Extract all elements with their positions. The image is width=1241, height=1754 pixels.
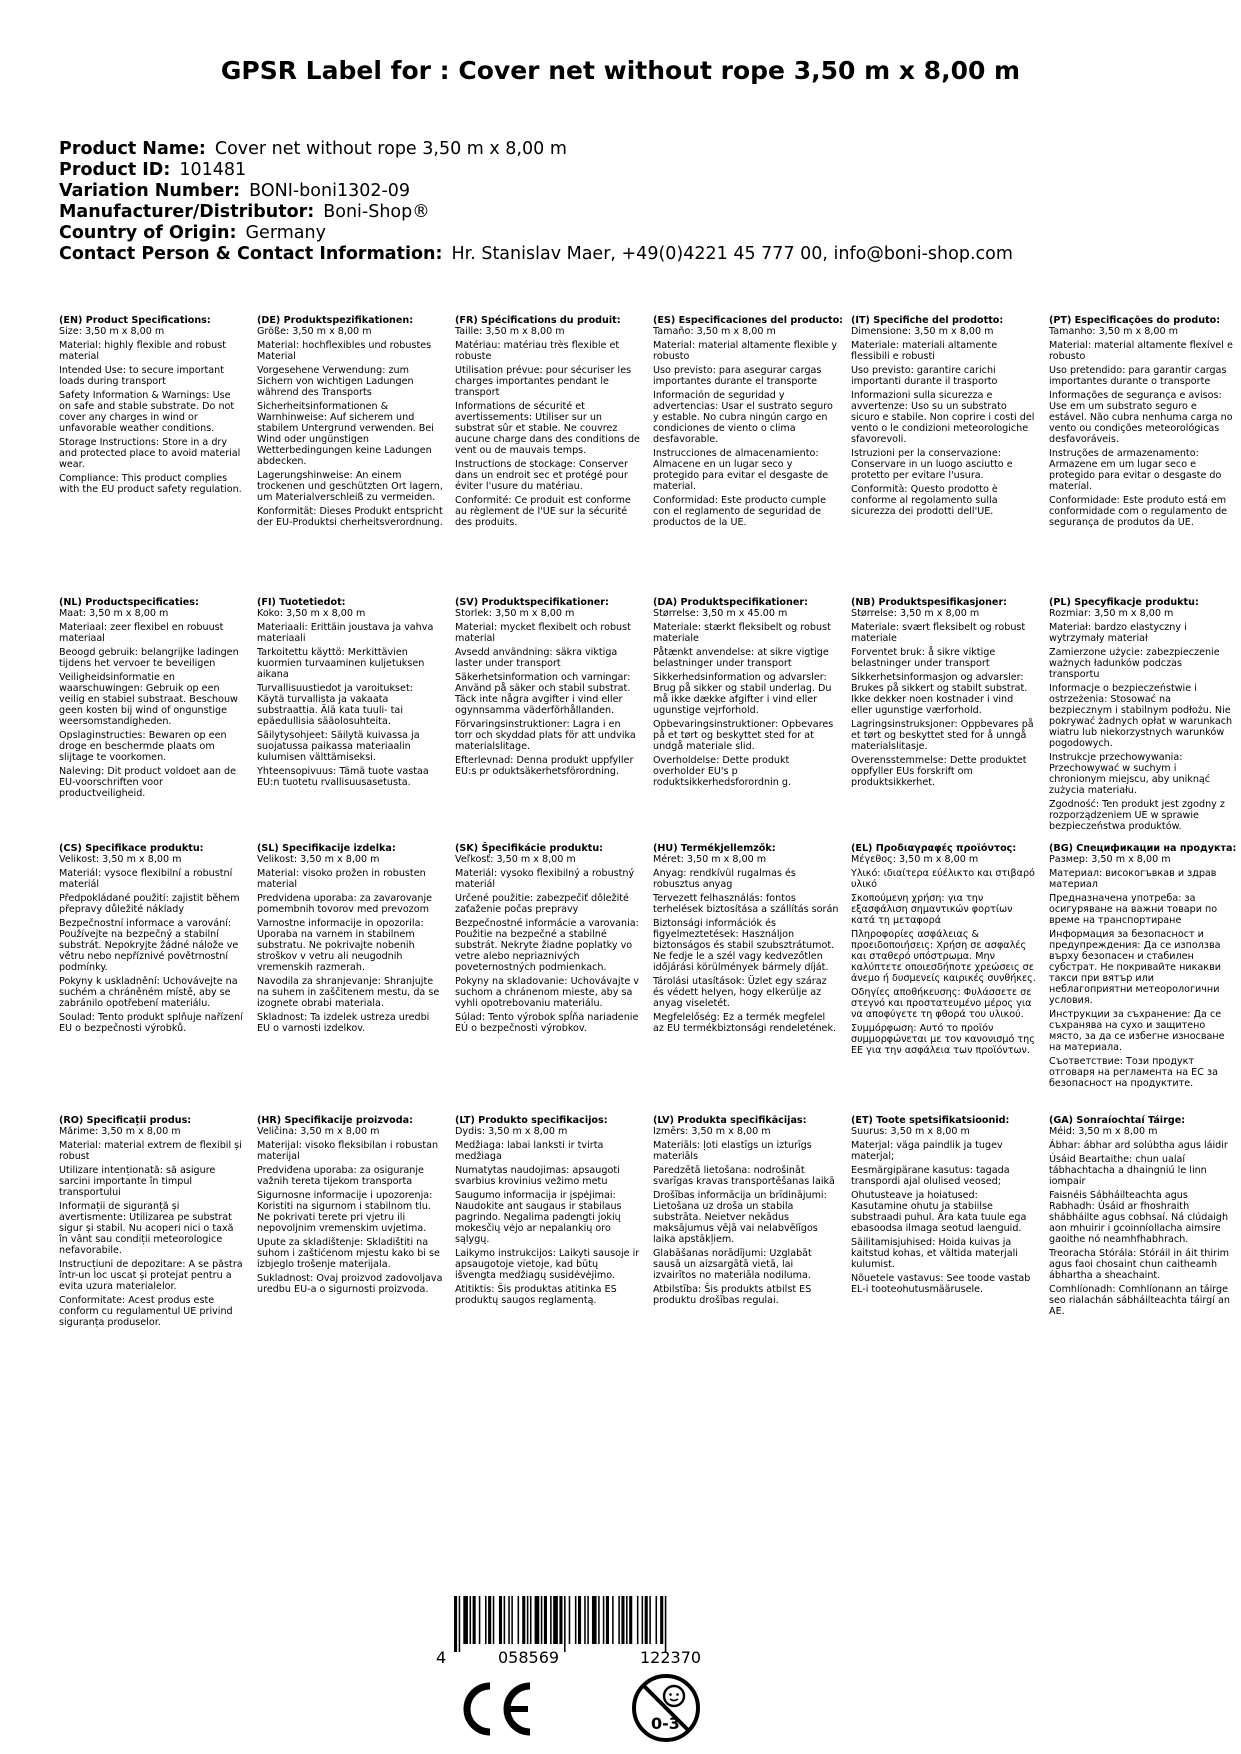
spec-line: Πληροφορίες ασφάλειας & προειδοποιήσεις: Χρήση σε ασφαλές και σταθερό υπόστρωμα. Μην καλύπτετε οποιεσδήποτε χρεώσεις σε άνεμο ή δυσμενείς καιρικές συνθήκες. [851,929,1036,984]
spec-row [59,1115,1241,1331]
spec-line: Material: material altamente flexible y robusto [653,340,838,362]
info-row-country-of-origin [59,223,1199,244]
spec-line: Informazioni sulla sicurezza e avvertenze: Uso su un substrato sicuro e stabile. Non coprire i costi del vento o le condizioni meteorologiche sfavorevoli. [851,390,1035,445]
spec-line: Predviđena uporaba: za osiguranje važnih tereta tijekom transporta [257,1165,424,1187]
spec-size: Maat: 3,50 m x 8,00 m [59,608,169,619]
barcode-bar [454,1596,457,1652]
spec-line: Efterlevnad: Denna produkt uppfyller EU:s pr oduktsäkerhetsförordning. [455,755,634,777]
barcode-bar [553,1596,558,1644]
spec-block [257,597,455,835]
spec-line: Materiál: vysoce flexibilní a robustní materiál [59,868,233,890]
spec-line: Utilisation prévue: pour sécuriser les charges importantes pendant le transport [455,365,632,398]
spec-heading: (LT) Produkto specifikacijos: [455,1115,608,1126]
spec-size: Koko: 3,50 m x 8,00 m [257,608,366,619]
spec-size: Velikost: 3,50 m x 8,00 m [257,854,380,865]
spec-line: Instruções de armazenamento: Armazene em um lugar seco e protegido para evitar o desgaste do material. [1049,448,1222,492]
info-row-manufacturer [59,202,1199,223]
spec-line: Conformitate: Acest produs este conform cu regulamentul UE privind siguranța produselor. [59,1295,233,1328]
spec-line: Ohutusteave ja hoiatused: Kasutamine ohutu ja stabiilse substraadi puhul. Ära kata tuule ega ebasoodsa ilmaga seotud laenguid. [851,1190,1027,1234]
spec-line: Υλικό: ιδιαίτερα εύέλικτο και στιβαρό υλικό [851,868,1035,890]
spec-line: Información de seguridad y advertencias: Usar el sustrato seguro y estable. No cubra ningún cargo en condiciones de viento o clima desfavorable. [653,390,833,445]
spec-line: Určené použitie: zabezpečiť dôležité zaťaženie počas prepravy [455,893,629,915]
barcode-bar [626,1596,628,1644]
spec-block [257,843,455,1092]
spec-line: Opslaginstructies: Bewaren op een droge en beschermde plaats om slijtage te voorkomen. [59,730,227,763]
spec-block [59,1115,257,1331]
spec-block [455,597,653,835]
barcode-bar [564,1596,566,1652]
spec-block [59,315,257,531]
spec-heading: (LV) Produkta specifikācijas: [653,1115,807,1126]
spec-heading: (EN) Product Specifications: [59,315,211,326]
barcode-bar [612,1596,614,1644]
barcode-bars-icon [436,1596,766,1652]
spec-line: Sikkerhetsinformasjon og advarsler: Brukes på sikkert og stabilt substrat. Ikke dekker noen kostnader i vind eller ugunstige værforhold. [851,672,1028,716]
spec-line: Material: visoko prožen in robusten material [257,868,426,890]
spec-line: Vorgesehene Verwendung: zum Sichern von wichtigen Ladungen während des Transports [257,365,414,398]
barcode-bar [603,1596,605,1644]
spec-block [1049,315,1241,531]
spec-line: Påtænkt anvendelse: at sikre vigtige belastninger under transport [653,647,829,669]
spec-line: Tervezett felhasználás: fontos terhelések biztosítása a szállítás során [653,893,839,915]
info-label: Contact Person & Contact Information: [59,244,443,264]
spec-line: Biztonsági információk és figyelmeztetések: Használjon biztonságos és stabil szubsztrátumot. Ne fedje le a szél vagy kedvezőtlen időjárási körülmények bármely díját. [653,918,835,973]
spec-heading: (ET) Toote spetsifikatsioonid: [851,1115,1010,1126]
age-label: 0-3 [651,1714,680,1733]
spec-size: Veličina: 3,50 m x 8,00 m [257,1126,380,1137]
spec-block [257,315,455,531]
spec-line: Eesmärgipärane kasutus: tagada transpordi ajal olulised veosed; [851,1165,1010,1187]
spec-size: Størrelse: 3,50 m x 8,00 m [851,608,980,619]
spec-block [653,843,851,1092]
spec-line: Информация за безопасност и предупреждения: Да се използва върху безопасен и стабилен субстрат. Не покривайте никакви такси при вятър или неблагоприятни метеорологични условия. [1049,929,1221,1006]
barcode-bar [473,1596,476,1644]
barcode-bar [511,1596,513,1644]
spec-size: Rozmiar: 3,50 m x 8,00 m [1049,608,1174,619]
spec-line: Conformidad: Este producto cumple con el reglamento de seguridad de productos de la UE. [653,495,826,528]
barcode-bar [488,1596,491,1644]
info-value: Hr. Stanislav Maer, +49(0)4221 45 777 00, info@boni-shop.com [451,244,1013,264]
spec-line: Lagerungshinweise: An einem trockenen und geschützten Ort lagern, um Materialverschleiß zu vermeiden. [257,470,443,503]
spec-line: Sikkerhedsinformation og advarsler: Brug på sikker og stabil underlag. Du må ikke dække afgifter i vind eller ugunstige vejrforhold. [653,672,832,716]
spec-block [653,315,851,531]
spec-line: Συμμόρφωση: Αυτό το προϊόν συμμορφώνεται με τον κανονισμό της ΕΕ για την ασφάλεια των προϊόντων. [851,1023,1035,1056]
spec-size: Tamanho: 3,50 m x 8,00 m [1049,326,1178,337]
barcode-bar [463,1596,468,1644]
spec-line: Upute za skladištenje: Skladištiti na suhom i zaštićenom mjestu kako bi se izbjeglo trošenje materijala. [257,1237,440,1270]
spec-line: Navodila za shranjevanje: Shranjujte na suhem in zaščitenem mestu, da se izognete obrabi materiala. [257,976,440,1009]
spec-size: Suurus: 3,50 m x 8,00 m [851,1126,970,1137]
barcode-bar [584,1596,586,1644]
barcode-bar [592,1596,597,1644]
spec-size: Storlek: 3,50 m x 8,00 m [455,608,575,619]
barcode-bar [479,1596,481,1644]
spec-block [653,597,851,835]
spec-line: Glabāšanas norādījumi: Uzglabāt sausā un aizsargātā vietā, lai izvairītos no materiāla nodiluma. [653,1248,812,1281]
spec-line: Forventet bruk: å sikre viktige belastninger under transport [851,647,996,669]
spec-heading: (RO) Specificații produs: [59,1115,192,1126]
spec-line: Medžiaga: labai lanksti ir tvirta medžiaga [455,1140,604,1162]
spec-line: Instrukcje przechowywania: Przechowywać w suchym i chronionym miejscu, aby uniknąć zużycia materiału. [1049,752,1211,796]
spec-line: Safety Information & Warnings: Use on safe and stable substrate. Do not cover any charges in wind or unfavorable weather conditions. [59,390,235,434]
spec-row [59,843,1241,1092]
barcode-bar [504,1596,506,1644]
spec-line: Informații de siguranță și avertismente: Utilizarea pe substrat sigur și stabil. Nu acoperi nici o taxă în vânt sau condiții meteorologice nefavorabile. [59,1201,234,1256]
spec-size: Méid: 3,50 m x 8,00 m [1049,1126,1158,1137]
barcode-bar [598,1596,600,1644]
barcode-bar [642,1596,644,1644]
spec-heading: (GA) Sonraíochtaí Táirge: [1049,1115,1186,1126]
spec-line: Materiał: bardzo elastyczny i wytrzymały materiał [1049,622,1187,644]
spec-line: Intended Use: to secure important loads during transport [59,365,225,387]
spec-line: Σκοπούμενη χρήση: για την εξασφάλιση σημαντικών φορτίων κατά τη μεταφορά [851,893,1013,926]
spec-line: Instructions de stockage: Conserver dans un endroit sec et protégé pour éviter l'usure du matériau. [455,459,628,492]
page-title: GPSR Label for : Cover net without rope 3,50 m x 8,00 m [220,56,1021,85]
spec-heading: (NB) Produktspesifikasjoner: [851,597,1008,608]
spec-heading: (IT) Specifiche del prodotto: [851,315,1004,326]
spec-line: Veiligheidsinformatie en waarschuwingen: Gebruik op een veilig en stabiel substraat. Beschouw geen kosten bij wind of ongunstige weersomstandigheden. [59,672,238,727]
spec-line: Predvidena uporaba: za zavarovanje pomembnih tovorov med prevozom [257,893,433,915]
spec-line: Säilytysohjeet: Säilytä kuivassa ja suojatussa paikassa materiaalin kulumisen välttämiseksi. [257,730,420,763]
spec-line: Säkerhetsinformation och varningar: Använd på säker och stabil substrat. Täck inte några avgifter i vind eller ogynnsamma väderförhållanden. [455,672,631,716]
spec-line: Material: material extrem de flexibil și robust [59,1140,242,1162]
spec-line: Naleving: Dit product voldoet aan de EU-voorschriften voor productveiligheid. [59,766,236,799]
spec-line: Material: material altamente flexível e robusto [1049,340,1233,362]
spec-block [1049,1115,1241,1331]
info-label: Manufacturer/Distributor: [59,202,315,222]
spec-line: Instrucciones de almacenamiento: Almacene en un lugar seco y protegido para evitar el desgaste de material. [653,448,829,492]
spec-block [455,843,653,1092]
spec-line: Drošības informācija un brīdinājumi: Lietošana uz droša un stabila substrāta. Neietver nekādus maksājumus vējā vai nelabvēlīgos laika apstākļiem. [653,1190,827,1245]
barcode-bar [470,1596,472,1644]
spec-line: Zgodność: Ten produkt jest zgodny z rozporządzeniem UE w sprawie bezpieczeństwa produktów. [1049,799,1225,832]
spec-line: Avsedd användning: säkra viktiga laster under transport [455,647,618,669]
spec-line: Atbilstība: Šis produkts atbilst ES produktu drošības regulai. [653,1284,812,1306]
spec-line: Informações de segurança e avisos: Use em um substrato seguro e estável. Não cubra nenhuma carga no vento ou condições meteorológicas desfavoráveis. [1049,390,1233,445]
spec-line: Numatytas naudojimas: apsaugoti svarbius krovinius vežimo metu [455,1165,620,1187]
spec-heading: (SK) Špecifikácie produktu: [455,843,604,854]
barcode-bar [637,1596,639,1644]
spec-size: Taille: 3,50 m x 8,00 m [455,326,565,337]
barcode-bar [459,1596,461,1652]
spec-line: Úsáid Beartaithe: chun ualaí tábhachtacha a dhaingniú le linn iompair [1049,1154,1207,1187]
barcode-right-digits: 122370 [640,1648,702,1667]
spec-line: Съответствие: Този продукт отговаря на регламента на ЕС за безопасност на продуктите. [1049,1056,1218,1089]
spec-line: Materiale: materiali altamente flessibili e robusti [851,340,998,362]
info-label: Country of Origin: [59,223,237,243]
spec-line: Material: highly flexible and robust material [59,340,227,362]
spec-line: Istruzioni per la conservazione: Conservare in un luogo asciutto e protetto per evitare l'usura. [851,448,1013,481]
spec-line: Treoracha Stórála: Stóráil in áit thirim agus faoi chosaint chun caitheamh ábhartha a sheachaint. [1049,1248,1229,1281]
spec-size: Dydis: 3,50 m x 8,00 m [455,1126,568,1137]
spec-line: Ábhar: ábhar ard solúbtha agus láidir [1049,1140,1228,1151]
spec-line: Uso pretendido: para garantir cargas importantes durante o transporte [1049,365,1227,387]
spec-line: Materjal: väga paindlik ja tugev materjal; [851,1140,1003,1162]
barcode-bar [587,1596,589,1644]
spec-heading: (PT) Especificações do produto: [1049,315,1221,326]
spec-heading: (HU) Termékjellemzők: [653,843,776,854]
spec-block [257,1115,455,1331]
barcode-bar [575,1596,577,1644]
barcode-bar [660,1596,663,1644]
spec-heading: (SV) Produktspecifikationer: [455,597,609,608]
barcode-bar [535,1596,540,1644]
spec-size: Izmērs: 3,50 m x 8,00 m [653,1126,771,1137]
spec-size: Μέγεθος: 3,50 m x 8,00 m [851,854,979,865]
spec-heading: (FI) Tuotetiedot: [257,597,346,608]
spec-line: Pokyny k uskladnění: Uchovávejte na suchém a chráněném místě, aby se zabránilo opotřebení materiálu. [59,976,238,1009]
spec-size: Dimensione: 3,50 m x 8,00 m [851,326,994,337]
info-label: Product ID: [59,160,171,180]
spec-line: Materijal: visoko fleksibilan i robustan materijal [257,1140,439,1162]
ce-mark-icon [456,1680,536,1738]
spec-line: Compliance: This product complies with the EU product safety regulation. [59,473,242,495]
barcode-bar [499,1596,502,1644]
spec-line: Beoogd gebruik: belangrijke ladingen tijdens het vervoer te beveiligen [59,647,239,669]
barcode-bar [649,1596,651,1644]
spec-row [59,597,1241,835]
product-info [59,139,1199,265]
barcode-bar [569,1596,571,1644]
spec-line: Faisnéis Sábháilteachta agus Rabhadh: Úsáid ar fhoshraith shábháilte agus cobhsaí. Ná clúdaigh aon mhuirir i gcoinníollacha aimsire gaoithe nó neamhfhabhrach. [1049,1190,1229,1245]
barcode-lead-digit: 4 [436,1648,447,1667]
spec-line: Materiāls: ļoti elastīgs un izturīgs materiāls [653,1140,812,1162]
barcode-bar [527,1596,529,1644]
barcode [436,1596,766,1668]
spec-block [455,315,653,531]
info-label: Variation Number: [59,181,241,201]
info-row-contact [59,244,1199,265]
spec-line: Bezpečnostní informace a varování: Používejte na bezpečný a stabilní substrát. Nepokryjte žádné nálože ve větru nebo nepříznivé povětrnostní podmínky. [59,918,239,973]
spec-line: Material: mycket flexibelt och robust material [455,622,631,644]
spec-line: Conformità: Questo prodotto è conforme al regolamento sulla sicurezza dei prodotti dell'UE. [851,484,998,517]
spec-line: Uso previsto: para asegurar cargas importantes durante el transporte [653,365,822,387]
info-value: 101481 [179,160,247,180]
spec-size: Størrelse: 3,50 m x 45.00 m [653,608,788,619]
spec-line: Megfelelőség: Ez a termék megfelel az EU termékbiztonsági rendeletének. [653,1012,837,1034]
spec-block [59,597,257,835]
barcode-bar [485,1596,487,1644]
spec-line: Anyag: rendkívül rugalmas és robusztus anyag [653,868,796,890]
spec-line: Zamierzone użycie: zabezpieczenie ważnych ładunków podczas transportu [1049,647,1220,680]
spec-line: Turvallisuustiedot ja varoitukset: Käytä turvallista ja vakaata substraattia. Älä kata tuuli- tai epäedullisia sääolosuhteita. [257,683,413,727]
spec-block [851,1115,1049,1331]
spec-line: Οδηγίες αποθήκευσης: Φυλάσσετε σε στεγνό και προστατευμένο μέρος για να αποφύγετε τη φθορά του υλικού. [851,987,1032,1020]
spec-line: Soulad: Tento produkt splňuje nařízení EU o bezpečnosti výrobků. [59,1012,243,1034]
not-suitable-0-3-icon [630,1672,702,1744]
barcode-bar [530,1596,532,1644]
spec-heading: (EL) Προδιαγραφές προϊόντος: [851,843,1017,854]
spec-heading: (SL) Specifikacije izdelka: [257,843,396,854]
spec-block [455,1115,653,1331]
spec-heading: (NL) Productspecificaties: [59,597,199,608]
spec-block [1049,597,1241,835]
spec-heading: (DE) Produktspezifikationen: [257,315,414,326]
info-value: BONI-boni1302-09 [249,181,411,201]
barcode-bar [544,1596,547,1644]
info-value: Germany [245,223,326,243]
spec-line: Storage Instructions: Store in a dry and protected place to avoid material wear. [59,437,241,470]
info-value: Cover net without rope 3,50 m x 8,00 m [214,139,567,159]
spec-line: Uso previsto: garantire carichi importanti durante il trasporto [851,365,998,387]
barcode-bar [518,1596,520,1644]
spec-block [851,843,1049,1092]
spec-line: Předpokládané použití: zajistit během přepravy důležité náklady [59,893,240,915]
barcode-bar [508,1596,510,1644]
spec-line: Konformität: Dieses Produkt entspricht der EU-Produktsi cherheitsverordnung. [257,506,443,528]
barcode-bar [606,1596,609,1644]
spec-heading: (FR) Spécifications du produit: [455,315,621,326]
spec-line: Material: hochflexibles und robustes Material [257,340,432,362]
spec-line: Materiale: stærkt fleksibelt og robust materiale [653,622,831,644]
spec-block [653,1115,851,1331]
info-row-variation-number [59,181,1199,202]
info-row-product-id [59,160,1199,181]
spec-size: Size: 3,50 m x 8,00 m [59,326,165,337]
spec-line: Tarkoitettu käyttö: Merkittävien kuormien turvaaminen kuljetuksen aikana [257,647,425,680]
barcode-bar [621,1596,624,1644]
spec-line: Varnostne informacije in opozorila: Uporaba na varnem in stabilnem substratu. Ne pokrivajte nobenih stroškov v vetru ali neugodnih vremenskih razmerah. [257,918,424,973]
spec-row [59,315,1241,531]
spec-block [59,843,257,1092]
spec-line: Tárolási utasítások: Üzlet egy száraz és védett helyen, hogy elkerülje az anyag viseletét. [653,976,827,1009]
spec-line: Utilizare intenționată: să asigure sarcini importante în timpul transportului [59,1165,216,1198]
barcode-bar [541,1596,543,1644]
spec-line: Overholdelse: Dette produkt overholder EU's p roduktsikkerhedsforordnin g. [653,755,792,788]
spec-size: Tamaño: 3,50 m x 8,00 m [653,326,776,337]
barcode-bar [550,1596,552,1644]
spec-line: Comhlíonadh: Comhlíonann an táirge seo rialachán sábháilteachta táirgí an AE. [1049,1284,1230,1317]
spec-size: Veľkosť: 3,50 m x 8,00 m [455,854,576,865]
spec-size: Velikost: 3,50 m x 8,00 m [59,854,182,865]
barcode-bar [578,1596,581,1644]
spec-line: Sicherheitsinformationen & Warnhinweise: Auf sicherem und stabilem Untergrund verwenden. Bei Wind oder ungünstigen Wetterbedingungen keine Ladungen abdecken. [257,401,434,467]
spec-line: Overensstemmelse: Dette produktet oppfyller EUs forskrift om produktsikkerhet. [851,755,1027,788]
spec-block [1049,843,1241,1092]
spec-block [851,597,1049,835]
spec-line: Opbevaringsinstruktioner: Opbevares på et tørt og beskyttet sted for at undgå materiale slid. [653,719,834,752]
barcode-left-digits: 058569 [498,1648,560,1667]
spec-line: Yhteensopivuus: Tämä tuote vastaa EU:n tuotetu rvallisuusasetusta. [257,766,429,788]
spec-line: Sigurnosne informacije i upozorenja: Koristiti na sigurnom i stabilnom tlu. Ne pokrivati terete pri vjetru ili nepovoljnim vremenskim uvjetima. [257,1190,433,1234]
spec-line: Nõuetele vastavus: See toode vastab EL-i tooteohutusmäärusele. [851,1273,1031,1295]
spec-block [851,315,1049,531]
spec-line: Saugumo informacija ir įspėjimai: Naudokite ant saugaus ir stabilaus pagrindo. Negalima padengti jokių mokesčių vėjo ar nepalankių oro sąlygų. [455,1190,622,1245]
barcode-bar [522,1596,525,1644]
spec-line: Súlad: Tento výrobok spĺňa nariadenie EÚ o bezpečnosti výrobkov. [455,1012,639,1034]
spec-heading: (DA) Produktspecifikationer: [653,597,808,608]
info-value: Boni-Shop® [323,202,430,222]
info-label: Product Name: [59,139,206,159]
spec-line: Förvaringsinstruktioner: Lagra i en torr och skyddad plats för att undvika materialslitage. [455,719,636,752]
spec-size: Méret: 3,50 m x 8,00 m [653,854,767,865]
spec-line: Conformité: Ce produit est conforme au règlement de l'UE sur la sécurité des produits. [455,495,631,528]
spec-line: Materiál: vysoko flexibilný a robustný materiál [455,868,635,890]
spec-line: Skladnost: Ta izdelek ustreza uredbi EU o varnosti izdelkov. [257,1012,430,1034]
spec-heading: (CS) Specifikace produktu: [59,843,204,854]
spec-line: Materiaali: Erittäin joustava ja vahva materiaali [257,622,434,644]
spec-line: Atitiktis: Šis produktas atitinka ES produktų saugos reglamentą. [455,1284,617,1306]
barcode-bar [493,1596,495,1644]
spec-line: Sukladnost: Ovaj proizvod zadovoljava uredbu EU-a o sigurnosti proizvoda. [257,1273,443,1295]
spec-heading: (PL) Specyfikacje produktu: [1049,597,1199,608]
barcode-bar [665,1596,667,1652]
spec-size: Größe: 3,50 m x 8,00 m [257,326,372,337]
spec-line: Pokyny na skladovanie: Uchovávajte v suchom a chránenom mieste, aby sa vyhli opotrebovaniu materiálu. [455,976,639,1009]
spec-line: Bezpečnostné informácie a varovania: Použitie na bezpečné a stabilné substrát. Nekryte žiadne poplatky vo vetre alebo nepriaznivých poveternostných podmienkach. [455,918,639,973]
spec-line: Conformidade: Este produto está em conformidade com o regulamento de segurança de produtos da UE. [1049,495,1228,528]
barcode-bar [645,1596,648,1644]
spec-heading: (ES) Especificaciones del producto: [653,315,844,326]
spec-size: Mărime: 3,50 m x 8,00 m [59,1126,181,1137]
info-row-product-name [59,139,1199,160]
spec-line: Laikymo instrukcijos: Laikyti sausoje ir apsaugotoje vietoje, kad būtų išvengta medžiagų susidėvėjimo. [455,1248,640,1281]
spec-line: Materiale: svært fleksibelt og robust materiale [851,622,1026,644]
spec-line: Informacje o bezpieczeństwie i ostrzeżenia: Stosować na bezpiecznym i stabilnym podłożu. Nie pokrywać żadnych opłat w warunkach wiatru lub niekorzystnych warunków pogodowych. [1049,683,1233,749]
barcode-bar [629,1596,632,1644]
barcode-bar [618,1596,620,1644]
spec-line: Предназначена употреба: за осигуряване на важни товари по време на транспортиране [1049,893,1218,926]
spec-line: Lagringsinstruksjoner: Oppbevares på et tørt og beskyttet sted for å unngå materialslitasje. [851,719,1034,752]
spec-line: Материал: високогъвкав и здрав материал [1049,868,1217,890]
spec-line: Matériau: matériau très flexible et robuste [455,340,620,362]
spec-size: Размер: 3,50 m x 8,00 m [1049,854,1171,865]
spec-line: Informations de sécurité et avertissements: Utiliser sur un substrat sûr et stable. Ne couvrez aucune charge dans des conditions de vent ou de mauvais temps. [455,401,640,456]
spec-line: Säilitamisjuhised: Hoida kuivas ja kaitstud kohas, et vältida materjali kulumist. [851,1237,1018,1270]
spec-line: Инструкции за съхранение: Да се съхранява на сухо и защитено място, за да се избегне износване на материала. [1049,1009,1225,1053]
spec-line: Instrucțiuni de depozitare: A se păstra într-un loc uscat și protejat pentru a evita uzura materialelor. [59,1259,243,1292]
spec-line: Materiaal: zeer flexibel en robuust materiaal [59,622,224,644]
spec-line: Paredzētā lietošana: nodrošināt svarīgas kravas transportēšanas laikā [653,1165,835,1187]
barcode-bar [656,1596,658,1644]
barcode-bar [559,1596,562,1644]
spec-heading: (BG) Спецификации на продукта: [1049,843,1237,854]
spec-heading: (HR) Specifikacije proizvoda: [257,1115,413,1126]
